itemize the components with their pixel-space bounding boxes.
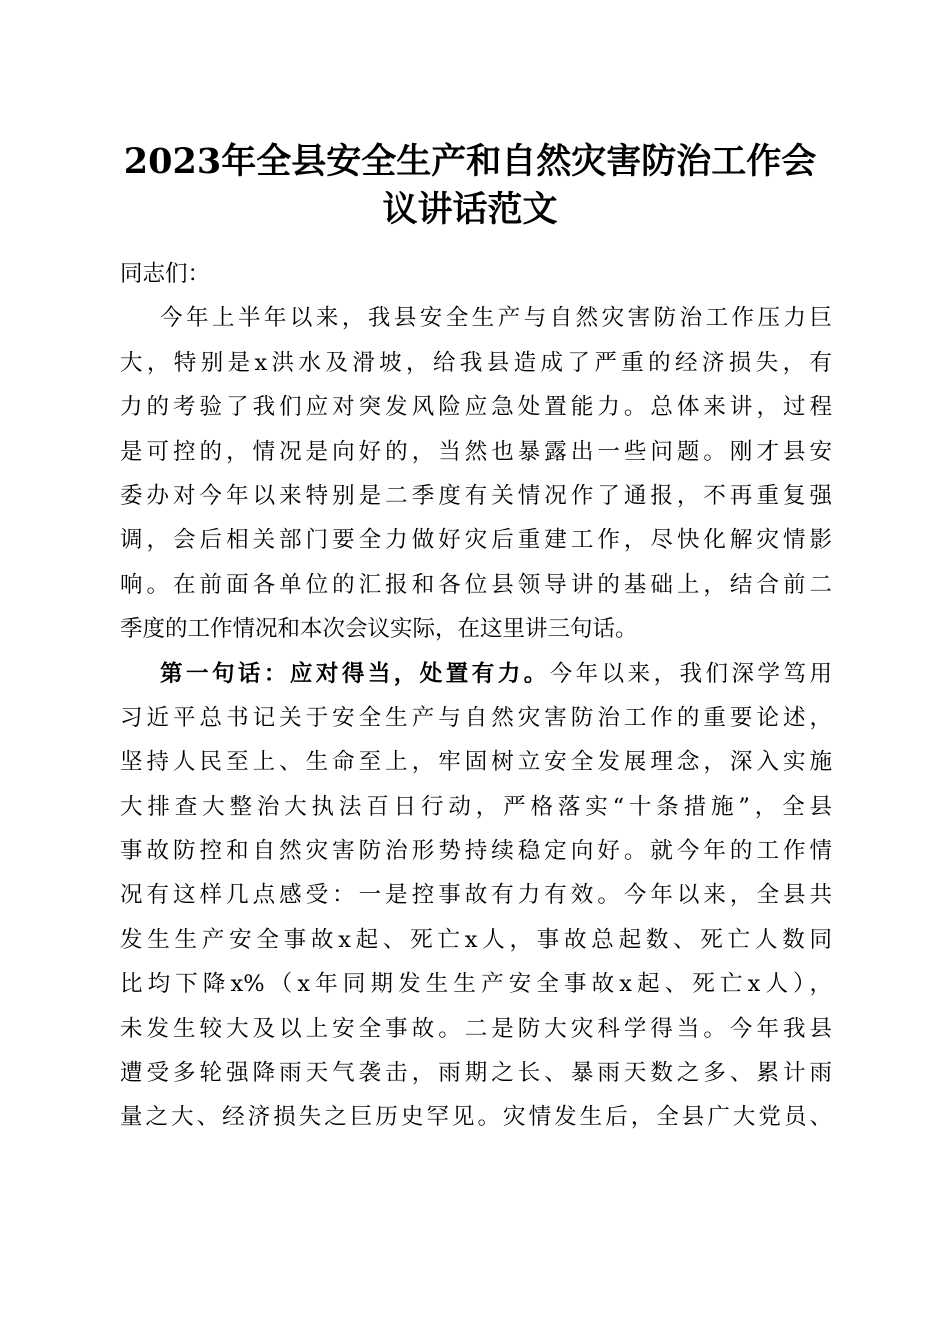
salutation: 同志们： (120, 261, 211, 287)
paragraph-line: 量之大、经济损失之巨历史罕见。灾情发生后，全县广大党员、 (120, 1104, 832, 1131)
title-line-1: 2023年全县安全生产和自然灾害防治工作会 (123, 141, 817, 182)
paragraph-line: 坚持人民至上、生命至上，牢固树立安全发展理念，深入实施 (120, 749, 832, 776)
paragraph-line: 发生生产安全事故x起、死亡x人，事故总起数、死亡人数同 (120, 926, 832, 953)
paragraph-line (120, 652, 832, 696)
paragraph-line: 未发生较大及以上安全事故。二是防大灾科学得当。今年我县 (120, 1015, 832, 1042)
paragraph-line: 况有这样几点感受：一是控事故有力有效。今年以来，全县共 (120, 882, 832, 909)
paragraph-line: 委办对今年以来特别是二季度有关情况作了通报，不再重复强 (120, 482, 832, 509)
paragraph-line: 大排查大整治大执法百日行动，严格落实“十条措施”，全县 (120, 793, 832, 820)
title-line-2: 议讲话范文 (382, 189, 558, 230)
paragraph-line: 响。在前面各单位的汇报和各位县领导讲的基础上，结合前二 (120, 571, 832, 598)
paragraph-line: 季度的工作情况和本次会议实际，在这里讲三句话。 (120, 616, 638, 643)
document-title (100, 138, 840, 234)
section-heading: 第一句话：应对得当，处置有力。 (160, 660, 550, 687)
paragraph-text: 今年以来，我们深学笃用 (549, 660, 832, 687)
paragraph-2 (120, 652, 832, 1140)
paragraph-line: 比均下降x%（x年同期发生生产安全事故x起、死亡x人）， (120, 971, 832, 998)
paragraph-line: 力的考验了我们应对突发风险应急处置能力。总体来讲，过程 (120, 394, 832, 421)
paragraph-line: 调，会后相关部门要全力做好灾后重建工作，尽快化解灾情影 (120, 527, 832, 554)
paragraph-line: 习近平总书记关于安全生产与自然灾害防治工作的重要论述， (120, 704, 832, 731)
paragraph-line: 是可控的，情况是向好的，当然也暴露出一些问题。刚才县安 (120, 438, 832, 465)
paragraph-line: 大，特别是x洪水及滑坡，给我县造成了严重的经济损失，有 (120, 349, 832, 376)
paragraph-line: 今年上半年以来，我县安全生产与自然灾害防治工作压力巨 (160, 305, 832, 332)
paragraph-line: 遭受多轮强降雨天气袭击，雨期之长、暴雨天数之多、累计雨 (120, 1060, 832, 1087)
document-body (120, 252, 832, 1140)
paragraph-1 (120, 296, 832, 651)
paragraph-line: 事故防控和自然灾害防治形势持续稳定向好。就今年的工作情 (120, 838, 832, 865)
